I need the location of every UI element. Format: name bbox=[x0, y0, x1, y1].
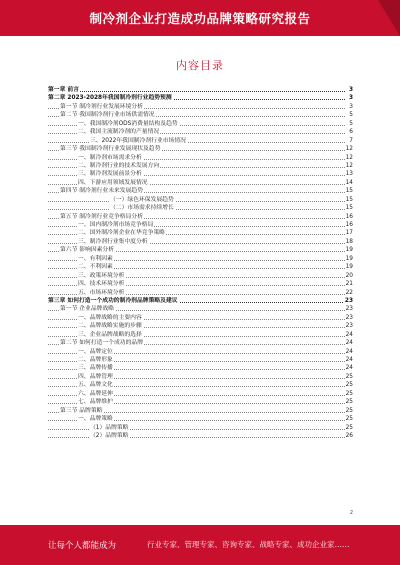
toc-entry-text: 第一节 制冷剂行业发展环境分析 bbox=[60, 103, 143, 110]
toc-entry[interactable] bbox=[48, 221, 353, 229]
toc-entry[interactable] bbox=[48, 390, 353, 398]
toc-entry-page: 24 bbox=[345, 357, 353, 363]
toc-entry-page: 23 bbox=[344, 297, 353, 304]
toc-entry-text: 五、市场环境分析 bbox=[78, 289, 125, 296]
toc-entry[interactable] bbox=[48, 432, 353, 440]
toc-entry[interactable] bbox=[48, 196, 353, 204]
toc-entry-page: 25 bbox=[345, 424, 353, 431]
toc-entry-page: 25 bbox=[345, 390, 353, 397]
toc-entry-page: 3 bbox=[349, 103, 353, 110]
toc-entry-text: 一、制冷剂市场需求分析 bbox=[78, 154, 142, 161]
toc-entry[interactable] bbox=[48, 94, 353, 102]
toc-entry-text: 第一章 前言 bbox=[48, 87, 80, 93]
toc-entry[interactable] bbox=[48, 179, 353, 187]
toc-entry[interactable] bbox=[48, 415, 353, 423]
toc-leader-dots bbox=[48, 209, 345, 210]
toc-entry-page: 12 bbox=[345, 154, 353, 161]
toc-entry-page: 6 bbox=[349, 129, 353, 136]
toc-entry[interactable] bbox=[48, 407, 353, 415]
toc-entry[interactable] bbox=[48, 348, 353, 356]
toc-entry[interactable] bbox=[48, 314, 353, 322]
toc-entry-text: 第五节 制冷剂行业竞争格局分析 bbox=[60, 213, 143, 220]
toc-entry-text: （1）品牌策略 bbox=[90, 424, 129, 431]
toc-entry-text: 第三节 我国制冷剂行业发展现状及趋势 bbox=[60, 146, 161, 153]
toc-entry-text: 四、技术环境分析 bbox=[78, 281, 125, 288]
toc-entry-page: 23 bbox=[345, 314, 353, 321]
toc-entry-page: 24 bbox=[345, 365, 353, 372]
report-title: 制冷剂企业打造成功品牌策略研究报告 bbox=[89, 11, 311, 26]
toc-entry-page: 12 bbox=[345, 162, 353, 169]
toc-entry-page: 16 bbox=[345, 222, 353, 228]
toc-entry-text: 一、品牌定位 bbox=[78, 348, 113, 355]
toc-entry[interactable] bbox=[48, 322, 353, 330]
toc-entry[interactable] bbox=[48, 103, 353, 111]
toc-entry-page: 16 bbox=[345, 213, 353, 220]
toc-entry-page: 25 bbox=[345, 407, 353, 414]
toc-entry-text: 第二节 我国制冷剂行业市场供需情况 bbox=[60, 112, 155, 119]
toc-entry[interactable] bbox=[48, 373, 353, 381]
toc-entry-text: （2）品牌策略 bbox=[90, 432, 129, 439]
toc-entry[interactable] bbox=[48, 280, 353, 288]
toc-entry-text: 二、国外制冷剂企业在华竞争策略 bbox=[78, 230, 165, 237]
toc-entry-page: 23 bbox=[345, 323, 353, 330]
toc-entry-text: 五、品牌文化 bbox=[78, 382, 113, 389]
toc-entry[interactable] bbox=[48, 272, 353, 280]
toc-entry-text: 三、制冷剂行业集中度分析 bbox=[78, 238, 148, 245]
toc-entry[interactable] bbox=[48, 204, 353, 212]
toc-entry-text: （二）市场需求持续增长 bbox=[110, 205, 174, 212]
toc-entry[interactable] bbox=[48, 246, 353, 254]
toc-entry-text: 第三章 如何打造一个成功的制冷剂品牌策略及建议 bbox=[48, 297, 178, 304]
toc-entry-text: 三、企业品牌战略的选择 bbox=[78, 331, 142, 338]
toc-entry[interactable] bbox=[48, 145, 353, 153]
toc-entry-page: 18 bbox=[345, 238, 353, 245]
toc-entry-text: 一、有利因素 bbox=[78, 255, 113, 262]
toc-entry[interactable] bbox=[48, 137, 353, 145]
toc-entry[interactable] bbox=[48, 364, 353, 372]
toc-entry[interactable] bbox=[48, 263, 353, 271]
toc-entry-text: 四、下游应用领域发展情况 bbox=[78, 179, 148, 186]
toc-entry-page: 19 bbox=[345, 255, 353, 262]
toc-entry[interactable] bbox=[48, 170, 353, 178]
toc-entry[interactable] bbox=[48, 213, 353, 221]
toc-entry[interactable] bbox=[48, 289, 353, 297]
toc-entry-text: 第一节 企业品牌战略 bbox=[60, 306, 115, 313]
toc-heading: 内容目录 bbox=[176, 59, 224, 72]
toc-entry[interactable] bbox=[48, 398, 353, 406]
toc-entry[interactable] bbox=[48, 120, 353, 128]
toc-entry-page: 15 bbox=[345, 188, 353, 195]
toc-entry-page: 24 bbox=[345, 348, 353, 355]
toc-entry-page: 25 bbox=[345, 373, 353, 380]
toc-entry-page: 25 bbox=[345, 382, 353, 389]
toc-entry-page: 3 bbox=[348, 95, 353, 102]
footer-slogan: 让每个人都能成为 bbox=[48, 541, 117, 551]
toc-entry-text: 第六节 影响因素分析 bbox=[60, 247, 115, 254]
toc-entry-text: 三、2022年我国制冷剂行业市场情况 bbox=[90, 137, 186, 144]
toc-entry-page: 13 bbox=[345, 171, 353, 178]
footer-banner bbox=[0, 525, 400, 565]
toc-entry-text: （一）绿色环保发展趋势 bbox=[110, 196, 174, 203]
toc-entry[interactable] bbox=[48, 111, 353, 119]
toc-entry[interactable] bbox=[48, 154, 353, 162]
toc-entry-page: 5 bbox=[349, 112, 353, 119]
toc-entry-text: 第二节 如何打造一个成功的品牌 bbox=[60, 340, 143, 347]
banner-corner-decoration bbox=[378, 0, 400, 36]
toc-entry-text: 二、品牌战略实施的步骤 bbox=[78, 323, 142, 330]
toc-entry-text: 四、品牌管理 bbox=[78, 373, 113, 380]
page-number: 2 bbox=[349, 510, 353, 516]
header-banner bbox=[0, 0, 400, 36]
toc-entry-text: 七、品牌维护 bbox=[78, 399, 113, 406]
toc-entry-page: 22 bbox=[345, 289, 353, 296]
toc-entry[interactable] bbox=[48, 187, 353, 195]
toc-entry-text: 二、我国主流制冷剂的产量情况 bbox=[78, 129, 160, 136]
toc-entry-text: 一、国内制冷剂市场竞争格局 bbox=[78, 222, 154, 228]
toc-entry-text: 第四节 制冷剂行业未来发展趋势 bbox=[60, 188, 143, 195]
toc-entry-page: 12 bbox=[345, 146, 353, 153]
toc-entry[interactable] bbox=[48, 381, 353, 389]
toc-entry[interactable] bbox=[48, 331, 353, 339]
toc-entry-page: 7 bbox=[349, 137, 353, 144]
toc-entry-page: 19 bbox=[345, 247, 353, 254]
toc-entry[interactable] bbox=[48, 128, 353, 136]
toc-entry[interactable] bbox=[48, 229, 353, 237]
toc-entry-text: 六、品牌延伸 bbox=[78, 390, 113, 397]
toc-entry-page: 5 bbox=[349, 120, 353, 127]
toc-entry-page: 14 bbox=[345, 179, 353, 186]
toc-entry-text: 三、制冷剂发展前景分析 bbox=[78, 171, 142, 178]
toc-entry[interactable] bbox=[48, 305, 353, 313]
footer-tagline: 行业专家、管理专家、咨询专家、战略专家、成功企业家…… bbox=[147, 540, 350, 549]
toc-entry[interactable] bbox=[48, 356, 353, 364]
toc-entry-text: 第三节 品牌策略 bbox=[60, 407, 103, 414]
toc-entry-page: 25 bbox=[345, 416, 353, 423]
toc-entry[interactable] bbox=[48, 255, 353, 263]
toc-entry-page: 15 bbox=[345, 205, 353, 212]
toc-entry-page: 15 bbox=[345, 196, 353, 203]
toc-entry-text: 三、政策环境分析 bbox=[78, 272, 125, 279]
toc-entry[interactable] bbox=[48, 162, 353, 170]
toc-entry-page: 25 bbox=[345, 399, 353, 406]
toc-leader-dots bbox=[48, 91, 345, 92]
toc-entry[interactable] bbox=[48, 238, 353, 246]
table-of-contents bbox=[48, 86, 353, 440]
toc-entry-text: 二、制冷剂行业的技术发展方向 bbox=[78, 162, 160, 169]
toc-entry[interactable] bbox=[48, 424, 353, 432]
toc-entry-page: 26 bbox=[345, 432, 353, 439]
toc-entry-text: 三、品牌传播 bbox=[78, 365, 113, 372]
toc-entry-page: 3 bbox=[348, 87, 353, 93]
toc-entry-text: 二、品牌形象 bbox=[78, 357, 113, 363]
toc-entry-text: 一、我国制冷剂ODS消费量结构及趋势 bbox=[78, 120, 178, 127]
toc-entry-text: 第二章 2023-2028年我国制冷剂行业趋势预测 bbox=[48, 95, 172, 102]
toc-entry-page: 24 bbox=[345, 340, 353, 347]
toc-entry-page: 19 bbox=[345, 264, 353, 271]
toc-leader-dots bbox=[48, 201, 345, 202]
toc-entry[interactable] bbox=[48, 297, 353, 305]
toc-entry-page: 24 bbox=[345, 331, 353, 338]
toc-entry-page: 23 bbox=[345, 306, 353, 313]
toc-entry-page: 17 bbox=[345, 230, 353, 237]
toc-entry-text: 一、品牌战略的主要内容 bbox=[78, 314, 142, 321]
toc-entry[interactable] bbox=[48, 339, 353, 347]
toc-entry-page: 21 bbox=[345, 281, 353, 288]
toc-entry[interactable] bbox=[48, 86, 353, 94]
toc-entry-text: 一、品牌策略 bbox=[78, 416, 113, 423]
toc-entry-text: 二、不利因素 bbox=[78, 264, 113, 271]
toc-entry-page: 20 bbox=[345, 272, 353, 279]
